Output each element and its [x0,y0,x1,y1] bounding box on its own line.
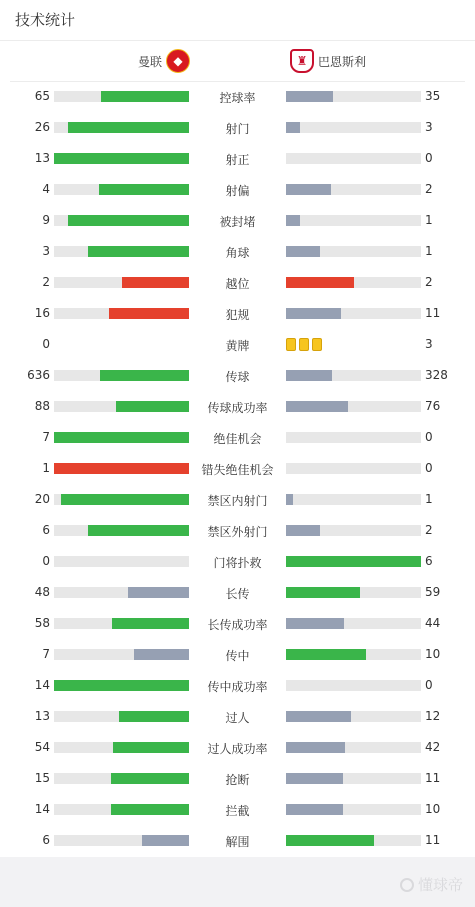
away-bar-track [286,835,421,846]
home-bar-fill [68,215,190,226]
away-bar-fill [286,370,332,381]
stat-row [0,825,475,856]
away-bar-track [286,122,421,133]
away-bar-track [286,680,421,691]
stat-label: 过人 [225,711,250,725]
stat-label: 传中 [225,649,250,663]
home-team[interactable] [138,48,190,74]
page-title: 技术统计 [15,11,76,29]
stat-label: 拦截 [225,804,250,818]
away-value: 76 [425,399,441,413]
away-value: 42 [425,740,441,754]
stat-row [0,391,475,422]
away-bar-track [286,711,421,722]
away-bar-fill [286,742,345,753]
away-bar-track [286,401,421,412]
away-bar-track [286,277,421,288]
away-bar-fill [286,587,360,598]
home-value: 3 [42,244,50,258]
away-bar-track [286,215,421,226]
home-bar-track [54,649,189,660]
home-bar-fill [99,184,189,195]
stat-row [0,546,475,577]
home-bar-track [54,401,189,412]
home-bar-fill [109,308,189,319]
away-bar-fill [286,494,293,505]
stats-list [0,81,475,856]
stat-row [0,701,475,732]
away-bar-track [286,184,421,195]
home-bar-track [54,587,189,598]
away-value: 0 [425,461,433,475]
away-value: 1 [425,244,433,258]
away-bar-fill [286,215,300,226]
home-bar-fill [68,122,190,133]
away-value: 328 [425,368,448,382]
stat-row [0,298,475,329]
home-bar-track [54,804,189,815]
home-value: 20 [34,492,50,506]
home-bar-track [54,742,189,753]
away-value: 10 [425,802,441,816]
away-value: 59 [425,585,441,599]
away-bar-fill [286,525,320,536]
away-yellow-cards [286,338,322,351]
home-bar-track [54,618,189,629]
away-value: 3 [425,120,433,134]
home-bar-fill [116,401,189,412]
home-bar-fill [101,91,189,102]
home-value: 7 [42,647,50,661]
away-bar-fill [286,122,300,133]
yellow-card-icon [286,338,296,351]
stat-row [0,143,475,174]
stat-label: 禁区外射门 [207,525,268,539]
stat-row [0,763,475,794]
home-bar-track [54,711,189,722]
away-bar-fill [286,308,341,319]
home-value: 1 [42,461,50,475]
away-value: 2 [425,275,433,289]
home-value: 6 [42,523,50,537]
stat-label: 越位 [225,277,250,291]
manchester-united-crest-icon: ◆ [166,49,190,73]
away-bar-track [286,370,421,381]
stat-row [0,360,475,391]
away-bar-fill [286,401,348,412]
home-value: 7 [42,430,50,444]
home-bar-track [54,91,189,102]
stat-label: 射门 [225,122,250,136]
away-bar-fill [286,835,374,846]
stat-label: 长传 [225,587,250,601]
home-bar-fill [119,711,189,722]
away-bar-track [286,649,421,660]
home-bar-fill [88,246,189,257]
stat-label: 黄牌 [225,339,250,353]
stat-label: 传球成功率 [207,401,268,415]
away-bar-fill [286,618,344,629]
home-bar-track [54,184,189,195]
home-bar-fill [142,835,189,846]
home-bar-fill [113,742,189,753]
away-bar-fill [286,649,366,660]
stat-row [0,608,475,639]
home-bar-track [54,153,189,164]
home-bar-fill [88,525,189,536]
away-bar-fill [286,773,343,784]
stat-label: 角球 [225,246,250,260]
away-bar-fill [286,556,421,567]
stat-label: 解围 [225,835,250,849]
stat-row [0,515,475,546]
away-value: 35 [425,89,441,103]
watermark-text: 懂球帝 [417,876,463,894]
watermark [400,874,463,895]
stat-row [0,81,475,112]
away-bar-fill [286,804,343,815]
home-team-name: 曼联 [137,54,162,69]
home-value: 0 [42,337,50,351]
home-bar-track [54,122,189,133]
away-bar-track [286,153,421,164]
home-bar-fill [128,587,189,598]
stat-label: 传球 [225,370,250,384]
stat-row [0,422,475,453]
home-value: 14 [34,802,50,816]
away-value: 2 [425,523,433,537]
away-bar-fill [286,277,354,288]
home-bar-fill [100,370,189,381]
home-value: 14 [34,678,50,692]
away-bar-fill [286,711,351,722]
stat-label: 门将扑救 [213,556,262,570]
home-value: 6 [42,833,50,847]
home-bar-fill [61,494,189,505]
stat-row [0,205,475,236]
home-bar-track [54,680,189,691]
home-bar-fill [134,649,189,660]
away-value: 11 [425,833,441,847]
stat-row [0,577,475,608]
away-value: 1 [425,492,433,506]
stat-label: 射偏 [225,184,250,198]
dongqiudi-logo-icon [400,878,414,892]
away-value: 0 [425,430,433,444]
home-value: 16 [34,306,50,320]
away-bar-track [286,742,421,753]
home-bar-fill [111,804,189,815]
stat-row [0,453,475,484]
away-bar-track [286,463,421,474]
stat-label: 错失绝佳机会 [201,463,274,477]
stat-label: 禁区内射门 [207,494,268,508]
stat-label: 控球率 [219,91,256,105]
away-value: 0 [425,678,433,692]
home-bar-track [54,308,189,319]
home-value: 13 [34,709,50,723]
home-value: 58 [34,616,50,630]
away-bar-track [286,432,421,443]
home-value: 9 [42,213,50,227]
home-value: 0 [42,554,50,568]
stat-row [0,236,475,267]
away-value: 11 [425,306,441,320]
home-bar-fill [54,432,189,443]
home-bar-fill [111,773,189,784]
stat-row [0,174,475,205]
away-value: 3 [425,337,433,351]
away-value: 12 [425,709,441,723]
away-bar-track [286,246,421,257]
away-bar-track [286,618,421,629]
yellow-card-icon [299,338,309,351]
stat-row [0,112,475,143]
home-bar-fill [112,618,189,629]
home-value: 4 [42,182,50,196]
home-bar-track [54,773,189,784]
stat-row [0,794,475,825]
yellow-card-icon [312,338,322,351]
home-value: 48 [34,585,50,599]
home-bar-fill [54,153,189,164]
teams-header [0,41,475,81]
stat-row [0,484,475,515]
home-bar-track [54,494,189,505]
stat-label: 传中成功率 [207,680,268,694]
stat-row [0,267,475,298]
home-bar-fill [122,277,190,288]
home-bar-track [54,215,189,226]
away-bar-track [286,773,421,784]
away-bar-track [286,91,421,102]
away-bar-track [286,804,421,815]
away-bar-fill [286,184,331,195]
home-bar-track [54,463,189,474]
stat-row [0,329,475,360]
home-value: 54 [34,740,50,754]
home-value: 65 [34,89,50,103]
away-bar-fill [286,246,320,257]
home-value: 15 [34,771,50,785]
stat-label: 抢断 [225,773,250,787]
home-value: 13 [34,151,50,165]
home-value: 26 [34,120,50,134]
home-bar-track [54,277,189,288]
stat-label: 射正 [225,153,250,167]
home-value: 636 [27,368,50,382]
stat-row [0,670,475,701]
away-bar-track [286,494,421,505]
stat-row [0,639,475,670]
stat-row [0,732,475,763]
footer [0,857,475,907]
home-bar-track [54,370,189,381]
stat-label: 绝佳机会 [213,432,262,446]
stat-label: 犯规 [225,308,250,322]
away-bar-fill [286,91,333,102]
home-bar-track [54,246,189,257]
away-value: 0 [425,151,433,165]
stat-label: 过人成功率 [207,742,268,756]
stat-label: 被封堵 [219,215,256,229]
away-value: 6 [425,554,433,568]
away-value: 44 [425,616,441,630]
home-bar-track [54,835,189,846]
barnsley-crest-icon: ♜ [290,49,314,73]
home-value: 88 [34,399,50,413]
home-value: 2 [42,275,50,289]
home-bar-fill [54,680,189,691]
away-value: 1 [425,213,433,227]
away-value: 10 [425,647,441,661]
away-team[interactable] [290,48,366,74]
away-bar-track [286,308,421,319]
home-bar-fill [54,463,189,474]
stat-label: 长传成功率 [207,618,268,632]
away-team-name: 巴恩斯利 [318,54,367,69]
away-value: 11 [425,771,441,785]
away-bar-track [286,556,421,567]
away-bar-track [286,525,421,536]
home-bar-track [54,556,189,567]
home-bar-track [54,525,189,536]
away-value: 2 [425,182,433,196]
away-bar-track [286,587,421,598]
home-bar-track [54,432,189,443]
